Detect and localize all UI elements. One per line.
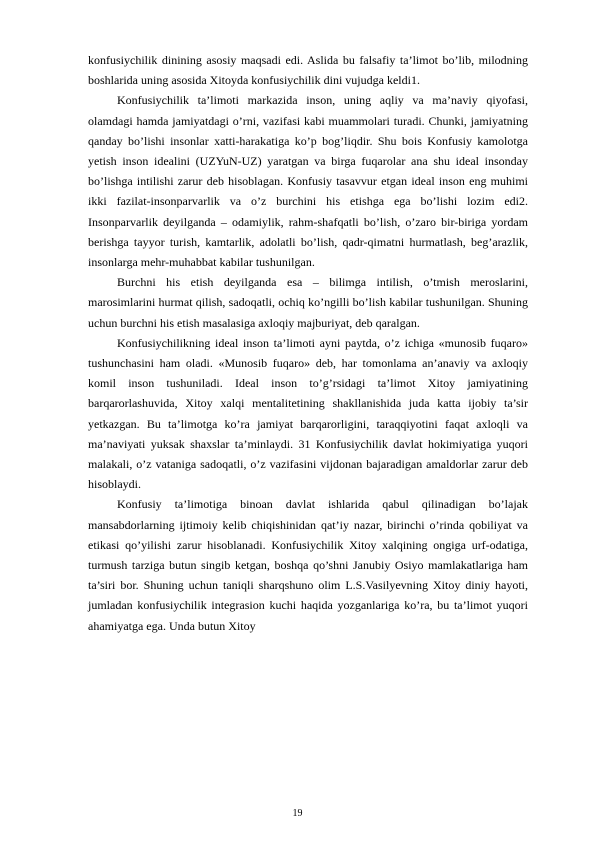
paragraph-5: Konfusiy ta’limotiga binoan davlat ishlarida qabul qilinadigan bo’lajak mansabdorlarning ijtimoiy kelib chiqishinidan qat’iy nazar, birinchi o’rinda qobiliyat va etikasi qo’yilishi zarur hisoblanadi. Konfusiychilik Xitoy xalqining ongiga urf-odatiga, turmush tarziga butun singib ketgan, boshqa qo’shni Janubiy Osiyo mamlakatlariga ham ta’siri bor. Shuning uchun taniqli sharqshuno olim L.S.Vasilyevning Xitoy diniy hayoti, jumladan konfusiychilik integrasion kuchi haqida yozganlariga ko’ra, bu ta’limot yuqori ahamiyatga ega. Unda butun Xitoy: [88, 497, 528, 633]
paragraph-1: konfusiychilik dinining asosiy maqsadi edi. Aslida bu falsafiy ta’limot bo’lib, milodning boshlarida uning asosida Xitoyda konfusiychilik dini vujudga keldi1.: [88, 53, 528, 88]
page-number: 19: [292, 808, 303, 819]
paragraph-3: Burchni his etish deyilganda esa – bilimga intilish, o’tmish meroslarini, marosimlarini hurmat qilish, sadoqatli, ochiq ko’ngilli bo’lish kabilar tushunilgan. Shuning uchun burchni his etish masalasiga axloqiy majburiyat, deb qaralgan.: [88, 275, 528, 330]
document-page: [88, 50, 528, 636]
paragraph-2: Konfusiychilik ta’limoti markazida inson, uning aqliy va ma’naviy qiyofasi, olamdagi hamda jamiyatdagi o’rni, vazifasi kabi muammolari turadi. Chunki, jamiyatning qanday bo’lishi insonlar xatti-harakatiga ko’p bog’liqdir. Shu bois Konfusiy kamolotga yetish inson idealini (UZYuN-UZ) yaratgan va birga fuqarolar ana shu ideal insonday bo’lishga intilishi zarur deb hisoblagan. Konfusiy tasavvur etgan ideal inson eng muhimi ikki fazilat-insonparvarlik va o’z burchini his etishga ega bo’lishi lozim edi2. Insonparvarlik deyilganda – odamiylik, rahm-shafqatli bo’lish, o’zaro bir-biriga yordam berishga tayyor turish, kamtarlik, adolatli bo’lish, qadr-qimatni hurmatlash, beg’arazlik, insonlarga mehr-muhabbat kabilar tushunilgan.: [88, 93, 528, 270]
paragraph-4: Konfusiychilikning ideal inson ta’limoti ayni paytda, o’z ichiga «munosib fuqaro» tushunchasini ham oladi. «Munosib fuqaro» deb, har tomonlama an’anaviy va axloqiy komil inson tushuniladi. Ideal inson to’g’rsidagi ta’limot Xitoy jamiyatining barqarorlashuvida, Xitoy xalqi mentalitetining shakllanishida juda katta ijobiy ta’sir yetkazgan. Bu ta’limotga ko’ra jamiyat barqarorligini, taraqqiyotini faqat axloqli va ma’naviyati yuksak shaxslar ta’minlaydi. 31 Konfusiychilik davlat hokimiyatiga yuqori malakali, o’z vataniga sadoqatli, o’z vazifasini vijdonan bajaradigan amaldorlar zarur deb hisoblaydi.: [88, 335, 528, 492]
